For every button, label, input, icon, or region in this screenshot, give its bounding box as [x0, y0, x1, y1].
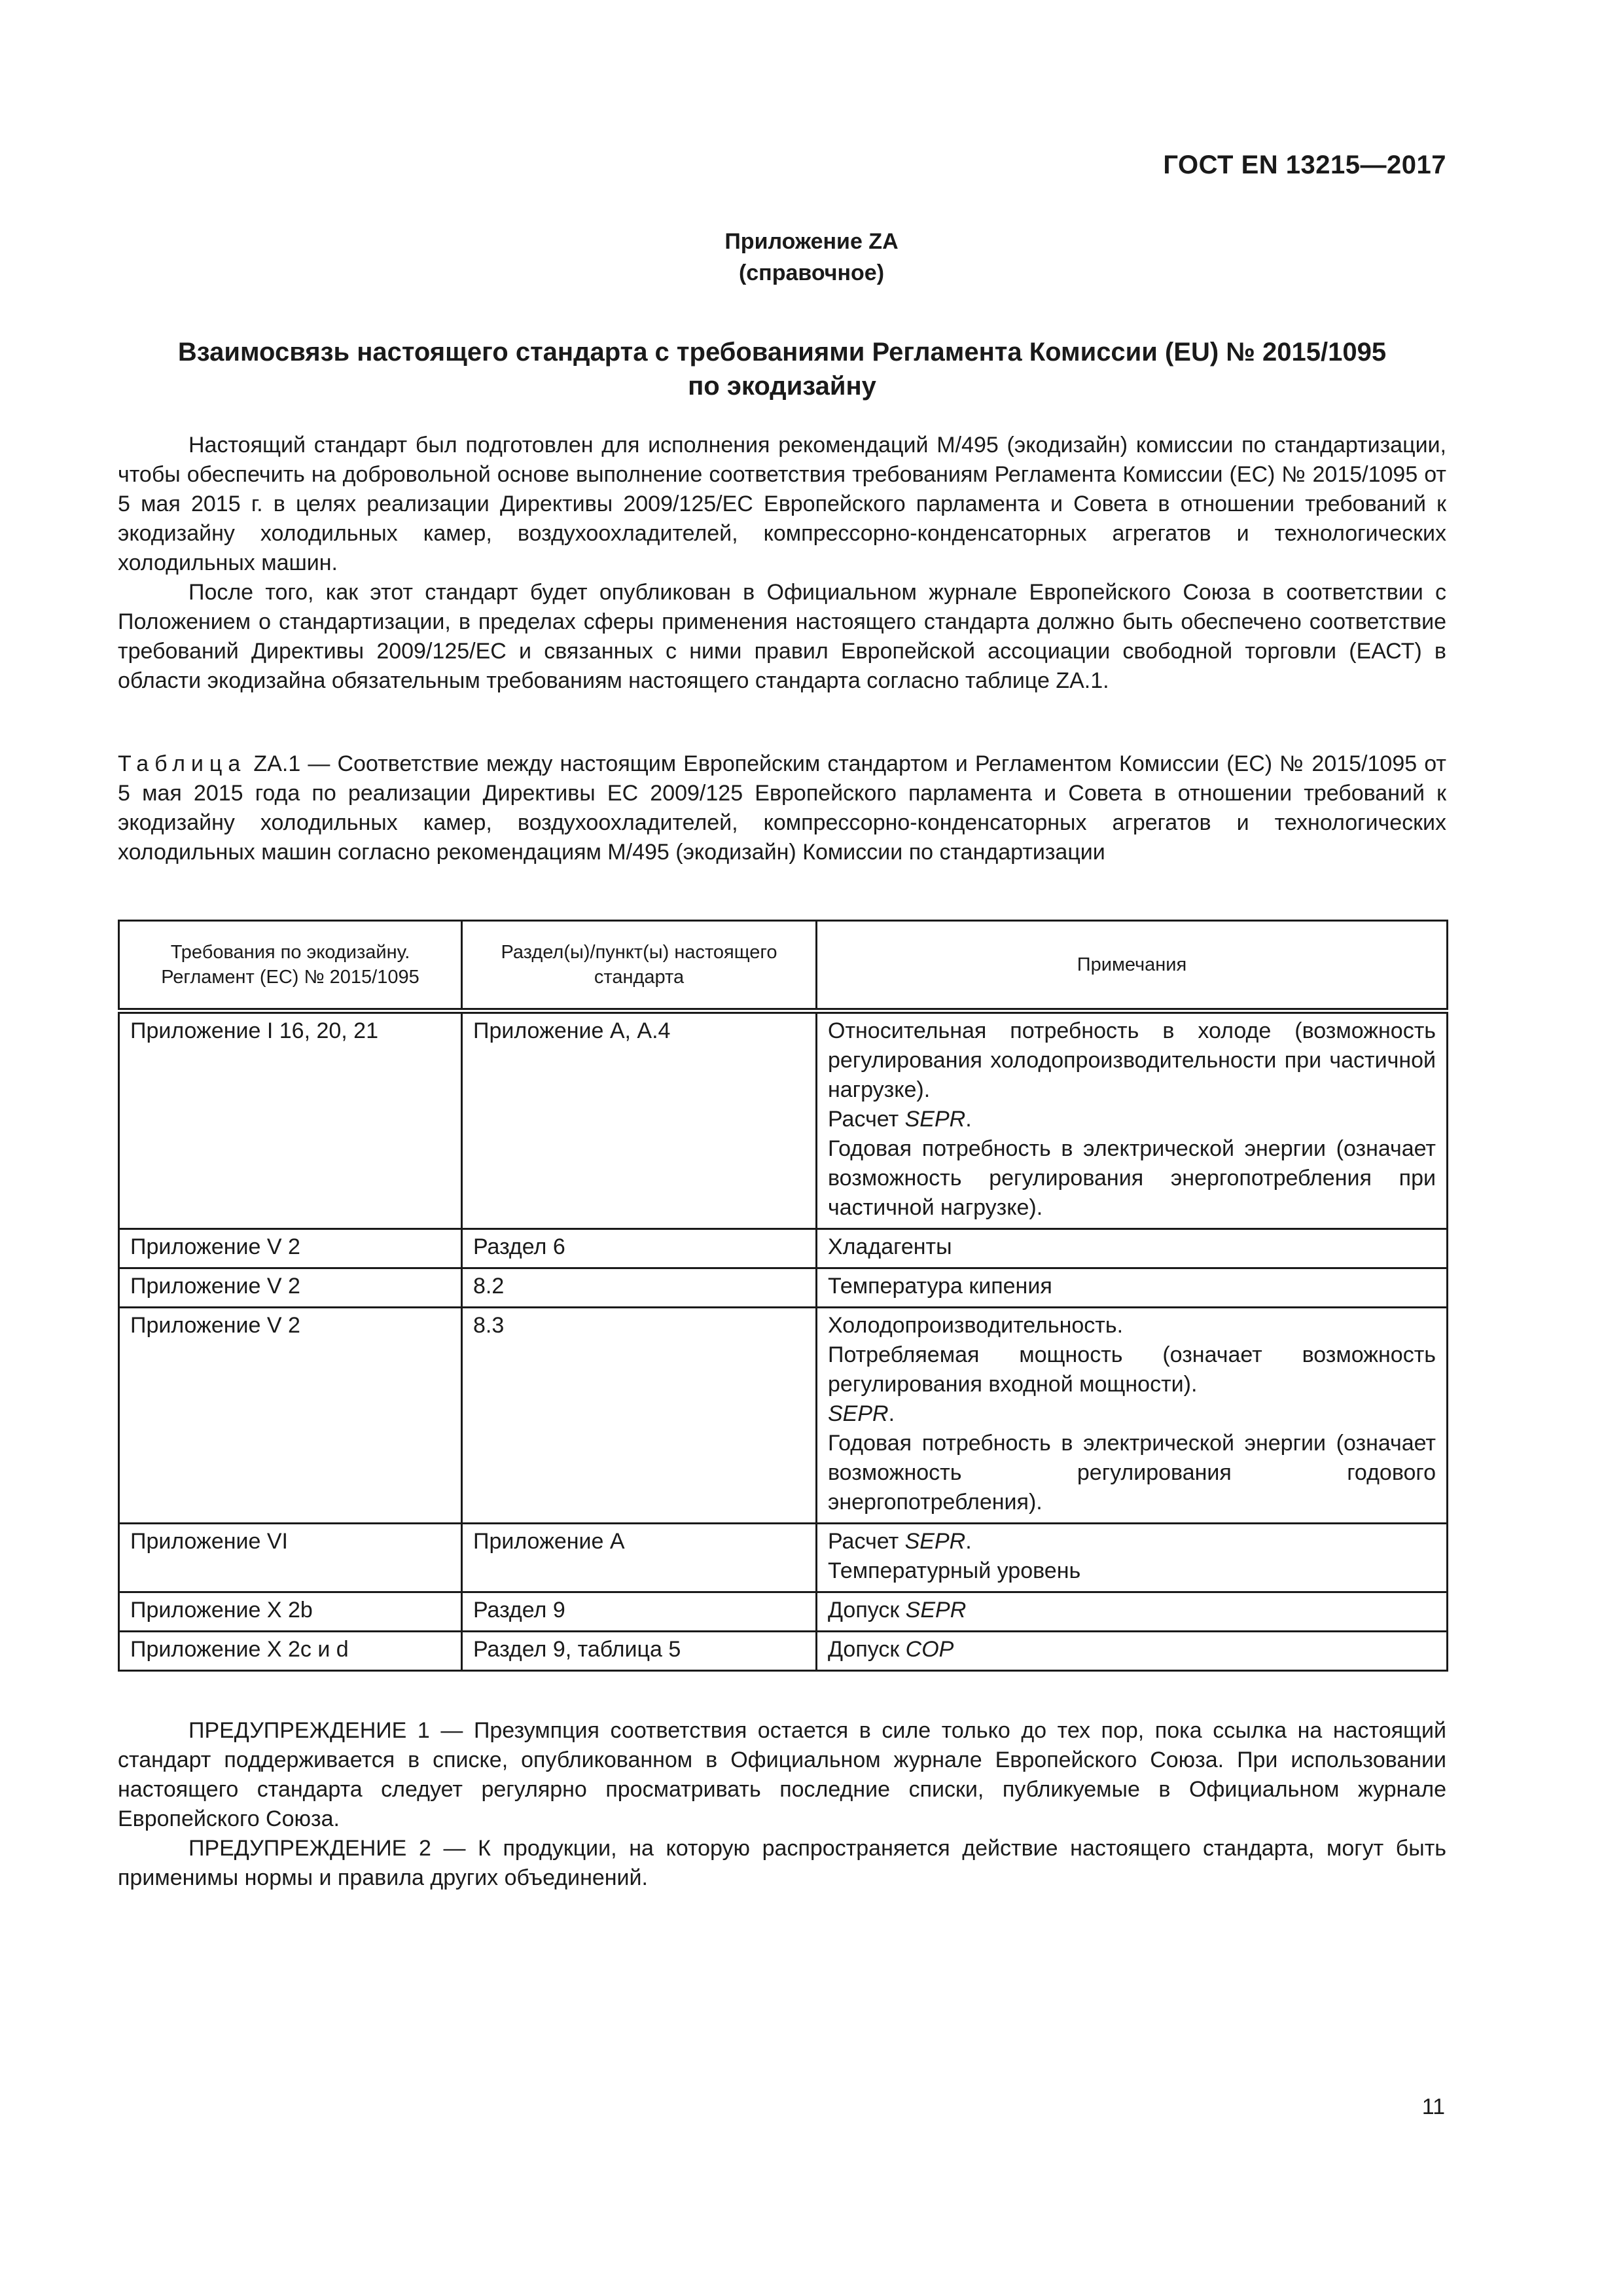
- document-code: ГОСТ EN 13215—2017: [1163, 151, 1446, 179]
- page-number: 11: [1421, 2094, 1445, 2119]
- header-notes: Примечания: [817, 921, 1448, 1011]
- note-text: Допуск: [828, 1598, 906, 1623]
- annex-heading: [0, 226, 1623, 289]
- cell-notes: [817, 1011, 1448, 1229]
- cell-notes: Температура кипения: [817, 1268, 1448, 1308]
- cell-notes: Хладагенты: [817, 1229, 1448, 1268]
- header-requirements-line-1: Требования по экодизайну.: [170, 942, 410, 963]
- cell-requirement: Приложение X 2c и d: [119, 1632, 462, 1671]
- note-line: Температурный уровень: [828, 1558, 1081, 1583]
- correspondence-table-wrapper: [118, 920, 1446, 1672]
- cell-requirement: Приложение V 2: [119, 1268, 462, 1308]
- header-requirements: [119, 921, 462, 1011]
- note-line: [828, 1527, 1436, 1556]
- table-caption-text: ZA.1 — Соответствие между настоящим Европейским стандартом и Регламентом Комиссии (ЕС) № 2015/1095 от 5 мая 2015 года по реализации Директивы ЕС 2009/125 Европейского парламента и Совета в отношении требований к экодизайну холодильных камер, воздухоохладителей, компрессорно-конденсаторных агрегатов и технологических холодильных машин согласно рекомендациям М/495 (экодизайн) Комиссии по стандартизации: [118, 751, 1446, 865]
- note-text: .: [965, 1529, 972, 1554]
- annex-title: Приложение ZA: [724, 229, 899, 254]
- note-line: [828, 1105, 1436, 1134]
- note-text: Расчет: [828, 1529, 905, 1554]
- note-line: Годовая потребность в электрической энергии (означает возможность регулирования энергопотребления при частичной нагрузке).: [828, 1136, 1436, 1220]
- note-line: Потребляемая мощность (означает возможность регулирования входной мощности).: [828, 1342, 1436, 1397]
- note-line: Относительная потребность в холоде (возможность регулирования холодопроизводительности при частичной нагрузке).: [828, 1018, 1436, 1102]
- cell-section: Раздел 6: [462, 1229, 817, 1268]
- note-text: Допуск: [828, 1637, 906, 1662]
- table-row: [119, 1592, 1448, 1632]
- intro-paragraph-1: Настоящий стандарт был подготовлен для исполнения рекомендаций М/495 (экодизайн) комиссии по стандартизации, чтобы обеспечить на добровольной основе выполнение соответствия требованиям Регламента Комиссии (ЕС) № 2015/1095 от 5 мая 2015 г. в целях реализации Директивы 2009/125/ЕС Европейского парламента и Совета в отношении требований к экодизайну холодильных камер, воздухоохладителей, компрессорно-конденсаторных агрегатов и технологических холодильных машин.: [118, 433, 1446, 575]
- cell-section: Раздел 9: [462, 1592, 817, 1632]
- annex-subtitle: (справочное): [738, 260, 885, 285]
- page-title-line-1: Взаимосвязь настоящего стандарта с требованиями Регламента Комиссии (EU) № 2015/1095: [177, 338, 1387, 367]
- note-term: SEPR: [905, 1598, 967, 1623]
- table-caption: [118, 749, 1446, 867]
- header-sections-line-1: Раздел(ы)/пункт(ы): [501, 942, 669, 963]
- header-sections-line-2: настоящего стандарта: [594, 942, 777, 988]
- note-term: SEPR: [904, 1107, 966, 1132]
- cell-requirement: Приложение V 2: [119, 1308, 462, 1524]
- note-term: SEPR: [904, 1529, 966, 1554]
- cell-notes: [817, 1308, 1448, 1524]
- page-title-line-2: по экодизайну: [688, 372, 876, 401]
- intro-paragraph-2: После того, как этот стандарт будет опубликован в Официальном журнале Европейского Союза в соответствии с Положением о стандартизации, в пределах сферы применения настоящего стандарта должно быть обеспечено соответствие требований Директивы 2009/125/ЕС и связанных с ними правил Европейской ассоциации свободной торговли (ЕАСТ) в области экодизайна обязательным требованиям настоящего стандарта согласно таблице ZA.1.: [118, 580, 1446, 693]
- cell-section: Приложение А, А.4: [462, 1011, 817, 1229]
- note-line: [828, 1399, 1436, 1429]
- cell-section: Раздел 9, таблица 5: [462, 1632, 817, 1671]
- correspondence-table: [118, 920, 1448, 1672]
- cell-requirement: Приложение VI: [119, 1524, 462, 1592]
- cell-requirement: Приложение X 2b: [119, 1592, 462, 1632]
- cell-section: 8.3: [462, 1308, 817, 1524]
- note-term: COP: [905, 1637, 954, 1662]
- cell-section: 8.2: [462, 1268, 817, 1308]
- cell-requirement: Приложение I 16, 20, 21: [119, 1011, 462, 1229]
- table-header-row: [119, 921, 1448, 1011]
- table-row: [119, 1524, 1448, 1592]
- table-row: [119, 1632, 1448, 1671]
- cell-notes: [817, 1524, 1448, 1592]
- header-requirements-line-2: Регламент (ЕС) № 2015/1095: [161, 967, 419, 988]
- table-row: [119, 1268, 1448, 1308]
- cell-notes: [817, 1632, 1448, 1671]
- header-sections: [462, 921, 817, 1011]
- intro-section: [118, 431, 1446, 696]
- cell-section: Приложение А: [462, 1524, 817, 1592]
- note-text: Расчет: [828, 1107, 905, 1132]
- warning-1: ПРЕДУПРЕЖДЕНИЕ 1 — Презумпция соответствия остается в силе только до тех пор, пока ссылка на настоящий стандарт поддерживается в списке, опубликованном в Официальном журнале Европейского Союза. При использовании настоящего стандарта следует регулярно просматривать последние списки, публикуемые в Официальном журнале Европейского Союза.: [118, 1718, 1446, 1831]
- warnings-section: [118, 1716, 1446, 1893]
- cell-notes: [817, 1592, 1448, 1632]
- table-row: [119, 1308, 1448, 1524]
- cell-requirement: Приложение V 2: [119, 1229, 462, 1268]
- warning-2: ПРЕДУПРЕЖДЕНИЕ 2 — К продукции, на которую распространяется действие настоящего стандарта, могут быть применимы нормы и правила других объединений.: [118, 1836, 1446, 1890]
- table-row: [119, 1011, 1448, 1229]
- table-row: [119, 1229, 1448, 1268]
- note-text: .: [888, 1401, 895, 1426]
- table-caption-label: Таблица: [118, 751, 247, 776]
- note-text: .: [965, 1107, 972, 1132]
- page-title: [118, 335, 1446, 403]
- note-line: Годовая потребность в электрической энергии (означает возможность регулирования годового энергопотребления).: [828, 1431, 1436, 1515]
- note-line: Холодопроизводительность.: [828, 1313, 1124, 1338]
- note-term: SEPR: [828, 1401, 889, 1426]
